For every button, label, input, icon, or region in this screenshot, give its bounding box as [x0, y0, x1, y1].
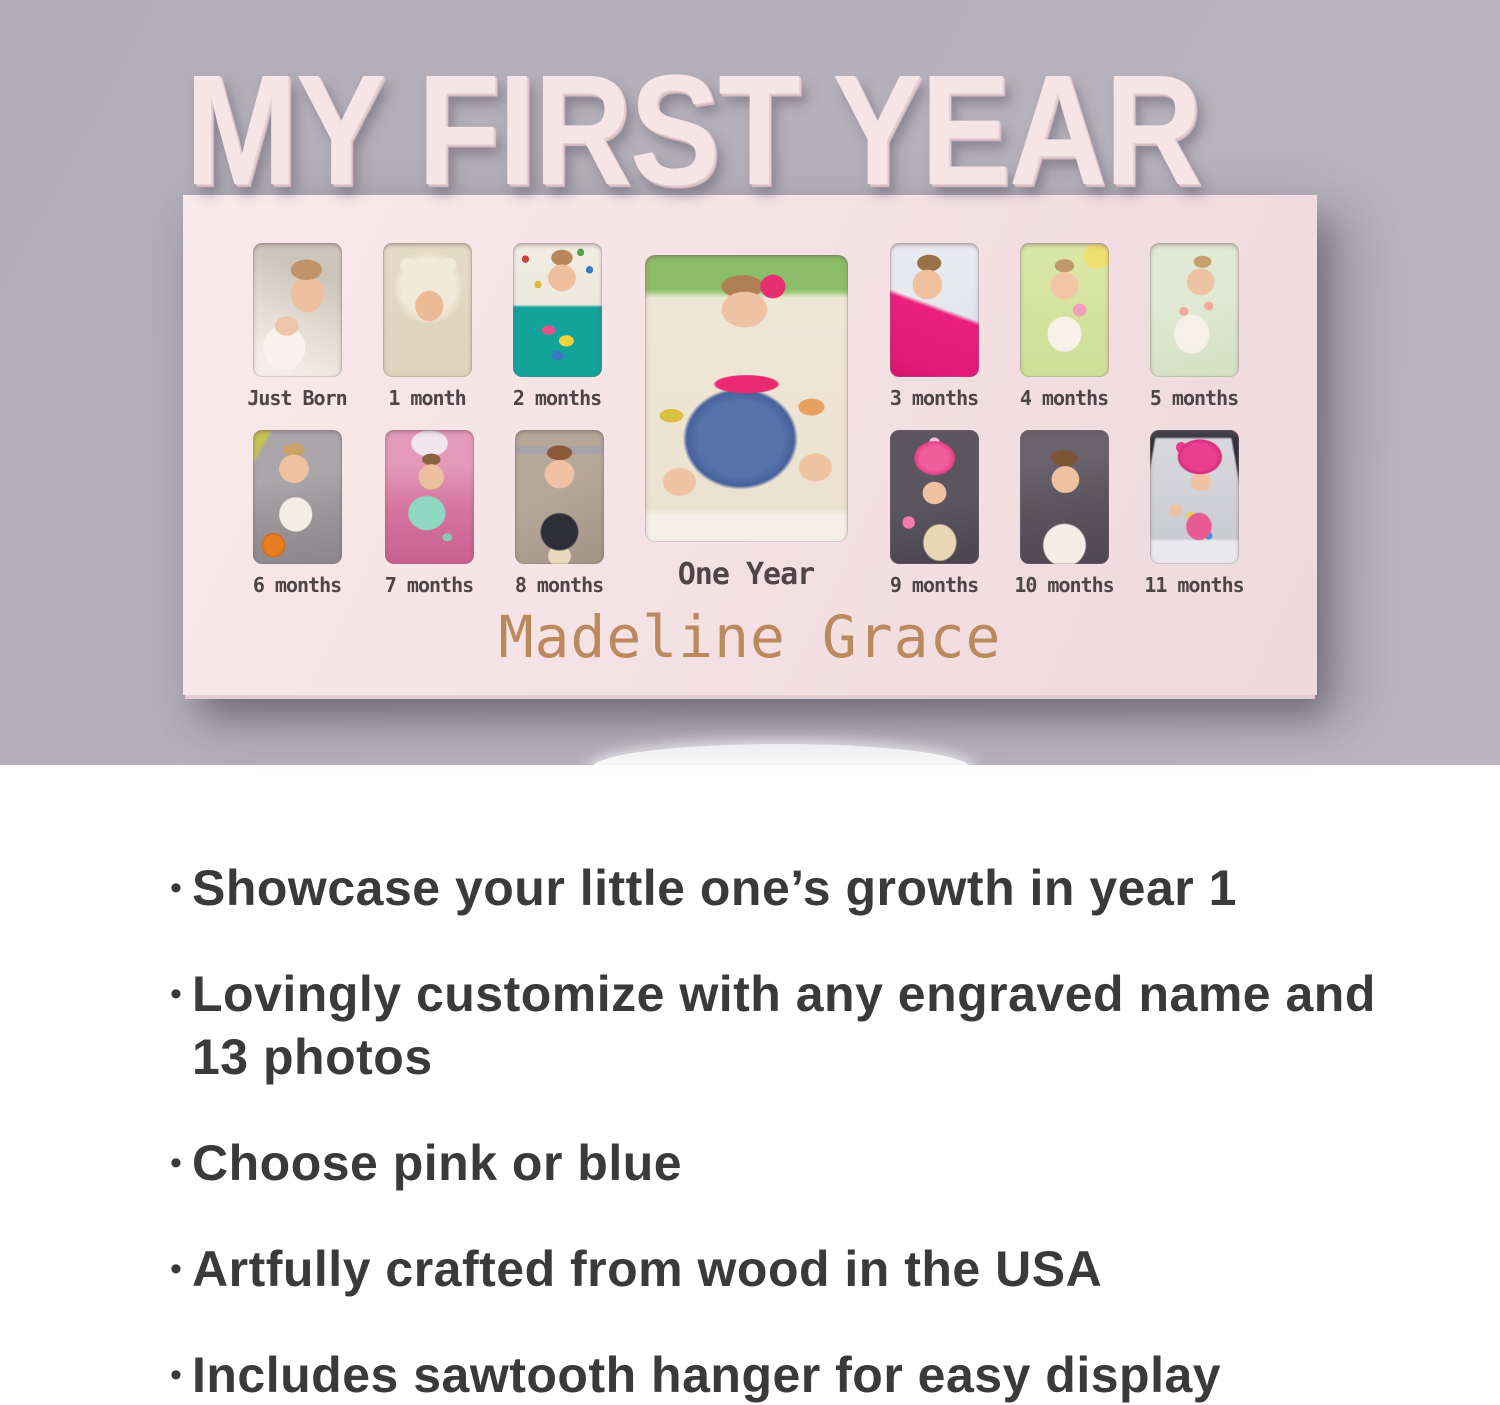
engraved-name: Madeline Grace: [498, 603, 1002, 671]
bullet-icon: •: [170, 1356, 182, 1394]
photo-label: 10 months: [1014, 573, 1114, 597]
photo-label: 3 months: [889, 386, 979, 410]
photo-10-months: [1020, 430, 1109, 564]
photo-slot-7-months: [374, 430, 484, 597]
feature-text: Artfully crafted from wood in the USA: [192, 1241, 1103, 1297]
photo-9-months: [890, 430, 979, 564]
photo-one-year: [645, 255, 848, 542]
photo-label: 8 months: [514, 573, 604, 597]
photo-label: 4 months: [1019, 386, 1109, 410]
photo-slot-3-months: [879, 243, 989, 410]
feature-item: [170, 1344, 1500, 1405]
feature-item: [170, 857, 1500, 920]
photo-slot-1-month: [372, 243, 482, 410]
photo-slot-10-months: [1009, 430, 1119, 597]
photo-just-born: [253, 243, 342, 377]
photo-label: 6 months: [252, 573, 342, 597]
photo-slot-11-months: [1139, 430, 1249, 597]
photo-4-months: [1020, 243, 1109, 377]
photo-label: 1 month: [388, 386, 466, 410]
photo-7-months: [385, 430, 474, 564]
feature-list-section: [0, 765, 1500, 1405]
feature-item: [170, 1132, 1500, 1195]
feature-text: Showcase your little one’s growth in year 1: [192, 860, 1237, 916]
photo-slot-just-born: [242, 243, 352, 410]
photo-2-months: [513, 243, 602, 377]
bullet-icon: •: [170, 869, 182, 907]
my-first-year-frame: [183, 43, 1317, 695]
photo-label: 11 months: [1144, 573, 1244, 597]
photo-label: 7 months: [384, 573, 474, 597]
photo-slot-5-months: [1139, 243, 1249, 410]
photo-slot-8-months: [504, 430, 614, 597]
photo-label: 2 months: [512, 386, 602, 410]
photo-6-months: [253, 430, 342, 564]
bullet-icon: •: [170, 1144, 182, 1182]
photo-3-months: [890, 243, 979, 377]
bullet-icon: •: [170, 1250, 182, 1288]
feature-text: Lovingly customize with any engraved name and 13 photos: [192, 966, 1376, 1085]
photo-11-months: [1150, 430, 1239, 564]
photo-5-months: [1150, 243, 1239, 377]
photo-label: Just Born: [247, 386, 347, 410]
feature-list: [0, 765, 1500, 1405]
photo-slot-4-months: [1009, 243, 1119, 410]
feature-text: Choose pink or blue: [192, 1135, 683, 1191]
photo-label: One Year: [677, 557, 815, 592]
feature-item: [170, 963, 1500, 1089]
photo-slot-9-months: [879, 430, 989, 597]
photo-1-month: [383, 243, 472, 377]
bullet-icon: •: [170, 975, 182, 1013]
photo-8-months: [515, 430, 604, 564]
feature-text: Includes sawtooth hanger for easy display: [192, 1347, 1222, 1403]
photo-slot-one-year: [626, 255, 866, 592]
frame-cutout-title: MY FIRST YEAR: [185, 43, 1201, 218]
photo-slot-2-months: [502, 243, 612, 410]
photo-slot-6-months: [242, 430, 352, 597]
photo-label: 9 months: [889, 573, 979, 597]
feature-item: [170, 1238, 1500, 1301]
photo-label: 5 months: [1149, 386, 1239, 410]
